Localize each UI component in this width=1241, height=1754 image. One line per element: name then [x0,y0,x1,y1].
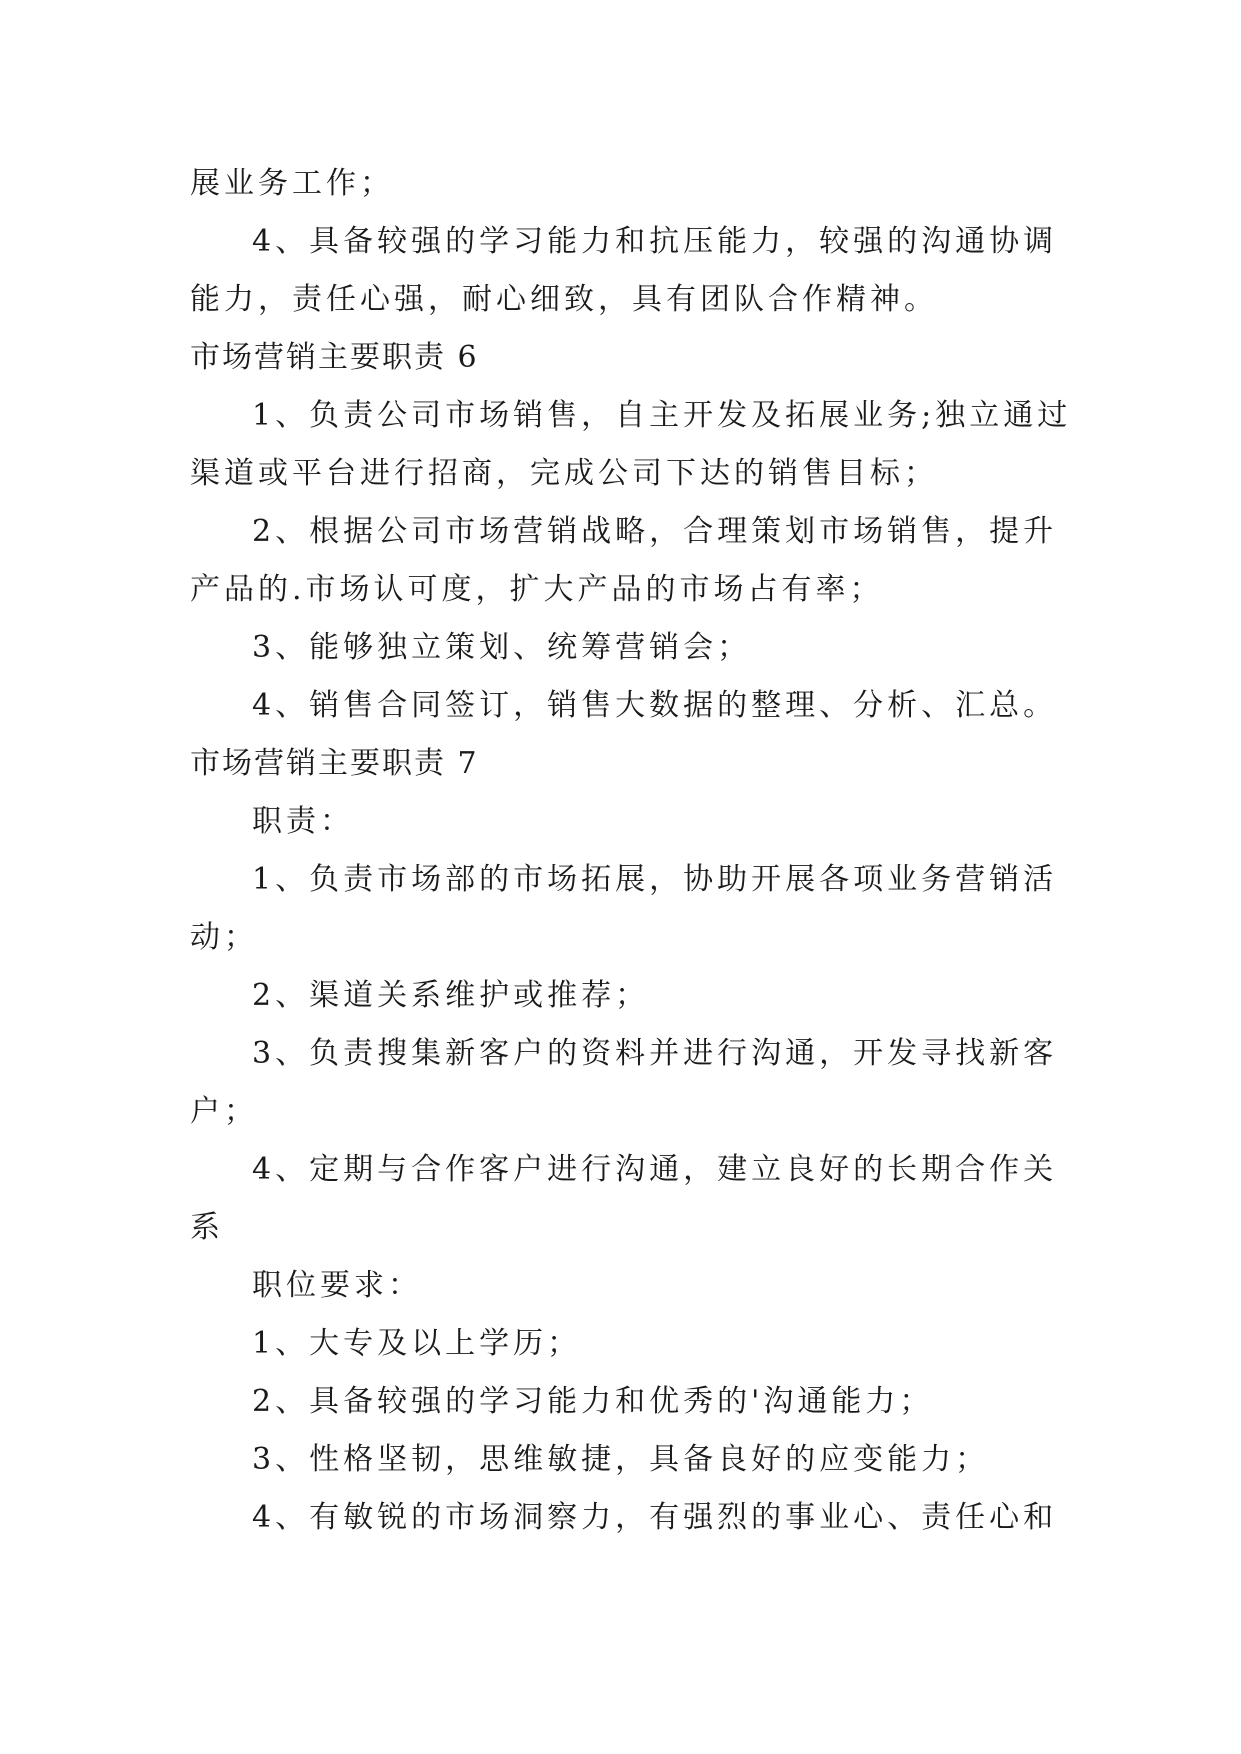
text-line: 4、定期与合作客户进行沟通，建立良好的长期合作关 [252,1152,1058,1187]
document-body [190,155,1072,1547]
text-line: 动； [190,920,258,955]
text-line: 3、能够独立策划、统筹营销会； [252,630,752,665]
text-line: 展业务工作； [190,166,394,201]
text-line: 2、渠道关系维护或推荐； [252,978,650,1013]
text-line: 1、大专及以上学历； [252,1326,582,1361]
subsection-label: 职位要求： [252,1268,422,1303]
text-line: 3、性格坚韧，思维敏捷，具备良好的应变能力； [252,1442,990,1477]
section-heading: 市场营销主要职责 7 [190,746,479,781]
text-line: 能力，责任心强，耐心细致，具有团队合作精神。 [190,282,938,317]
text-line: 2、具备较强的学习能力和优秀的'沟通能力； [252,1384,934,1419]
text-line: 产品的.市场认可度，扩大产品的市场占有率； [190,572,884,607]
text-line: 系 [190,1210,224,1245]
text-line: 1、负责市场部的市场拓展，协助开展各项业务营销活 [252,862,1058,897]
text-line: 户； [190,1094,258,1129]
text-line: 2、根据公司市场营销战略，合理策划市场销售，提升 [252,514,1058,549]
text-line: 4、有敏锐的市场洞察力，有强烈的事业心、责任心和 [252,1500,1058,1535]
section-heading: 市场营销主要职责 6 [190,340,479,375]
text-line: 1、负责公司市场销售，自主开发及拓展业务;独立通过 [252,398,1072,433]
subsection-label: 职责： [252,804,354,839]
text-line: 3、负责搜集新客户的资料并进行沟通，开发寻找新客 [252,1036,1058,1071]
text-line: 4、具备较强的学习能力和抗压能力，较强的沟通协调 [252,224,1058,259]
text-line: 渠道或平台进行招商，完成公司下达的销售目标； [190,456,938,491]
text-line: 4、销售合同签订，销售大数据的整理、分析、汇总。 [252,688,1058,723]
